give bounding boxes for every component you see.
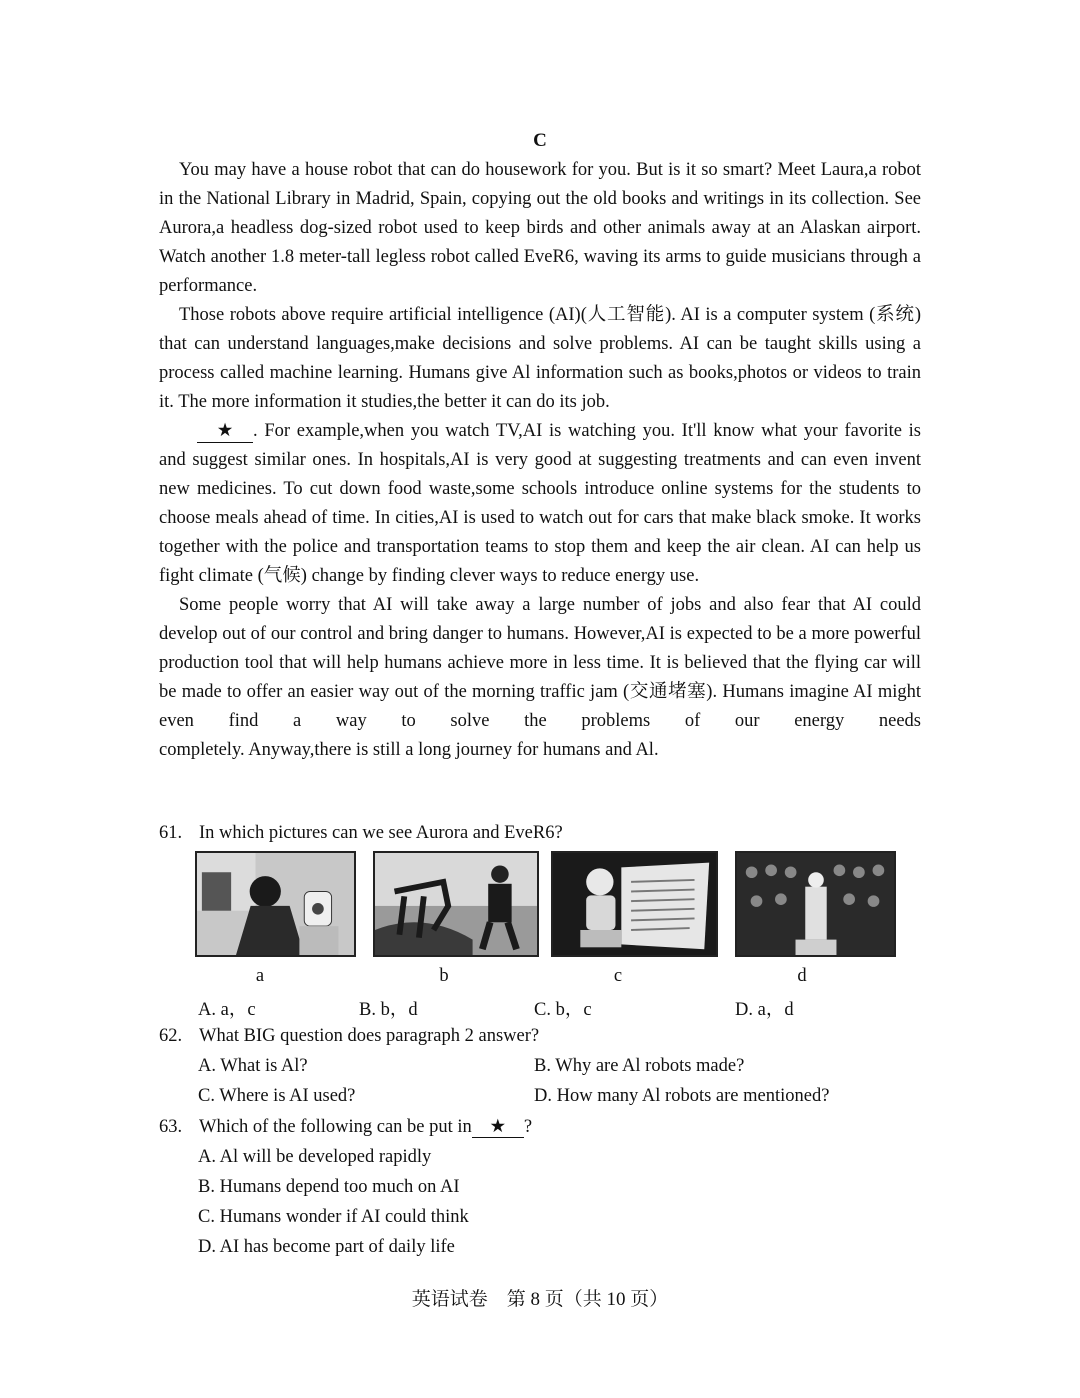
paragraph-3 [159, 417, 921, 591]
page-footer: 英语试卷 第 8 页（共 10 页） [411, 1289, 669, 1310]
q62-option-d[interactable]: D. How many Al robots are mentioned? [534, 1086, 830, 1106]
question-number: 63. [159, 1117, 183, 1137]
q62-option-a[interactable]: A. What is Al? [198, 1056, 308, 1076]
picture-d-robot-conducting [735, 851, 896, 957]
q61-option-a[interactable]: A. a，c [198, 1000, 256, 1020]
picture-a-person-with-robot [195, 851, 356, 957]
q61-option-c[interactable]: C. b，c [534, 1000, 592, 1020]
question-text: Which of the following can be put in [199, 1117, 472, 1137]
paragraph-4: Some people worry that AI will take away a large number of jobs and also fear that AI could develop out of our control and bring danger to humans. However,AI is expected to be a more powerful production tool that will help humans achieve more in less time. It is believed that the flying car will be made to offer an easier way out of the morning traffic jam (交通堵塞). Humans imagine AI might even find a way to solve the problems of our energy needs [159, 595, 921, 731]
q63-option-d[interactable]: D. AI has become part of daily life [198, 1237, 455, 1257]
picture-label-d: d [797, 966, 807, 986]
reading-passage [159, 156, 921, 765]
question-62 [159, 1026, 539, 1047]
q61-option-d[interactable]: D. a，d [735, 1000, 794, 1020]
picture-label-a: a [255, 966, 265, 986]
q62-option-c[interactable]: C. Where is AI used? [198, 1086, 356, 1106]
picture-c-robot-reading-book [551, 851, 718, 957]
q63-option-c[interactable]: C. Humans wonder if AI could think [198, 1207, 469, 1227]
picture-b-dog-robot [373, 851, 539, 957]
question-61 [159, 823, 563, 844]
picture-label-b: b [439, 966, 449, 986]
section-heading: C [533, 130, 547, 151]
star-blank: ★ [472, 1117, 524, 1138]
question-number: 61. [159, 823, 183, 843]
paragraph-3-text: . For example,when you watch TV,AI is watching you. It'll know what your favorite is and suggest similar ones. In hospitals,AI is very good at suggesting treatments and can even invent new medicines. To cut down food waste,some schools introduce online systems for the students to choose meals ahead of time. In cities,AI is used to watch out for cars that make black smoke. It works together with the police and transportation teams to stop them and keep the air clean. AI can help us fight climate (气候) change by finding clever ways to reduce energy use. [159, 421, 921, 586]
q63-option-a[interactable]: A. Al will be developed rapidly [198, 1147, 432, 1167]
paragraph-2: Those robots above require artificial intelligence (AI)(人工智能). AI is a computer system (系统) that can understand languages,make decisions and solve problems. AI can be taught skills using a process called machine learning. Humans give Al information such as books,photos or videos to train it. The more information it studies,the better it can do its job. [159, 305, 921, 412]
question-text: In which pictures can we see Aurora and EveR6? [199, 823, 563, 843]
star-blank: ★ [197, 420, 253, 443]
q61-option-b[interactable]: B. b，d [359, 1000, 418, 1020]
question-63 [159, 1117, 532, 1138]
picture-label-c: c [613, 966, 623, 986]
q63-option-b[interactable]: B. Humans depend too much on AI [198, 1177, 460, 1197]
question-text: What BIG question does paragraph 2 answer? [199, 1026, 540, 1046]
question-number: 62. [159, 1026, 183, 1046]
paragraph-1: You may have a house robot that can do housework for you. But is it so smart? Meet Laura,a robot in the National Library in Madrid, Spain, copying out the old books and writings in its collection. See Aurora,a headless dog-sized robot used to keep birds and other animals away at an Alaskan airport. Watch another 1.8 meter-tall legless robot called EveR6, waving its arms to guide musicians through a performance. [159, 160, 921, 296]
q62-option-b[interactable]: B. Why are Al robots made? [534, 1056, 745, 1076]
question-mark: ? [523, 1117, 533, 1137]
paragraph-4-end: completely. Anyway,there is still a long journey for humans and Al. [159, 740, 659, 760]
